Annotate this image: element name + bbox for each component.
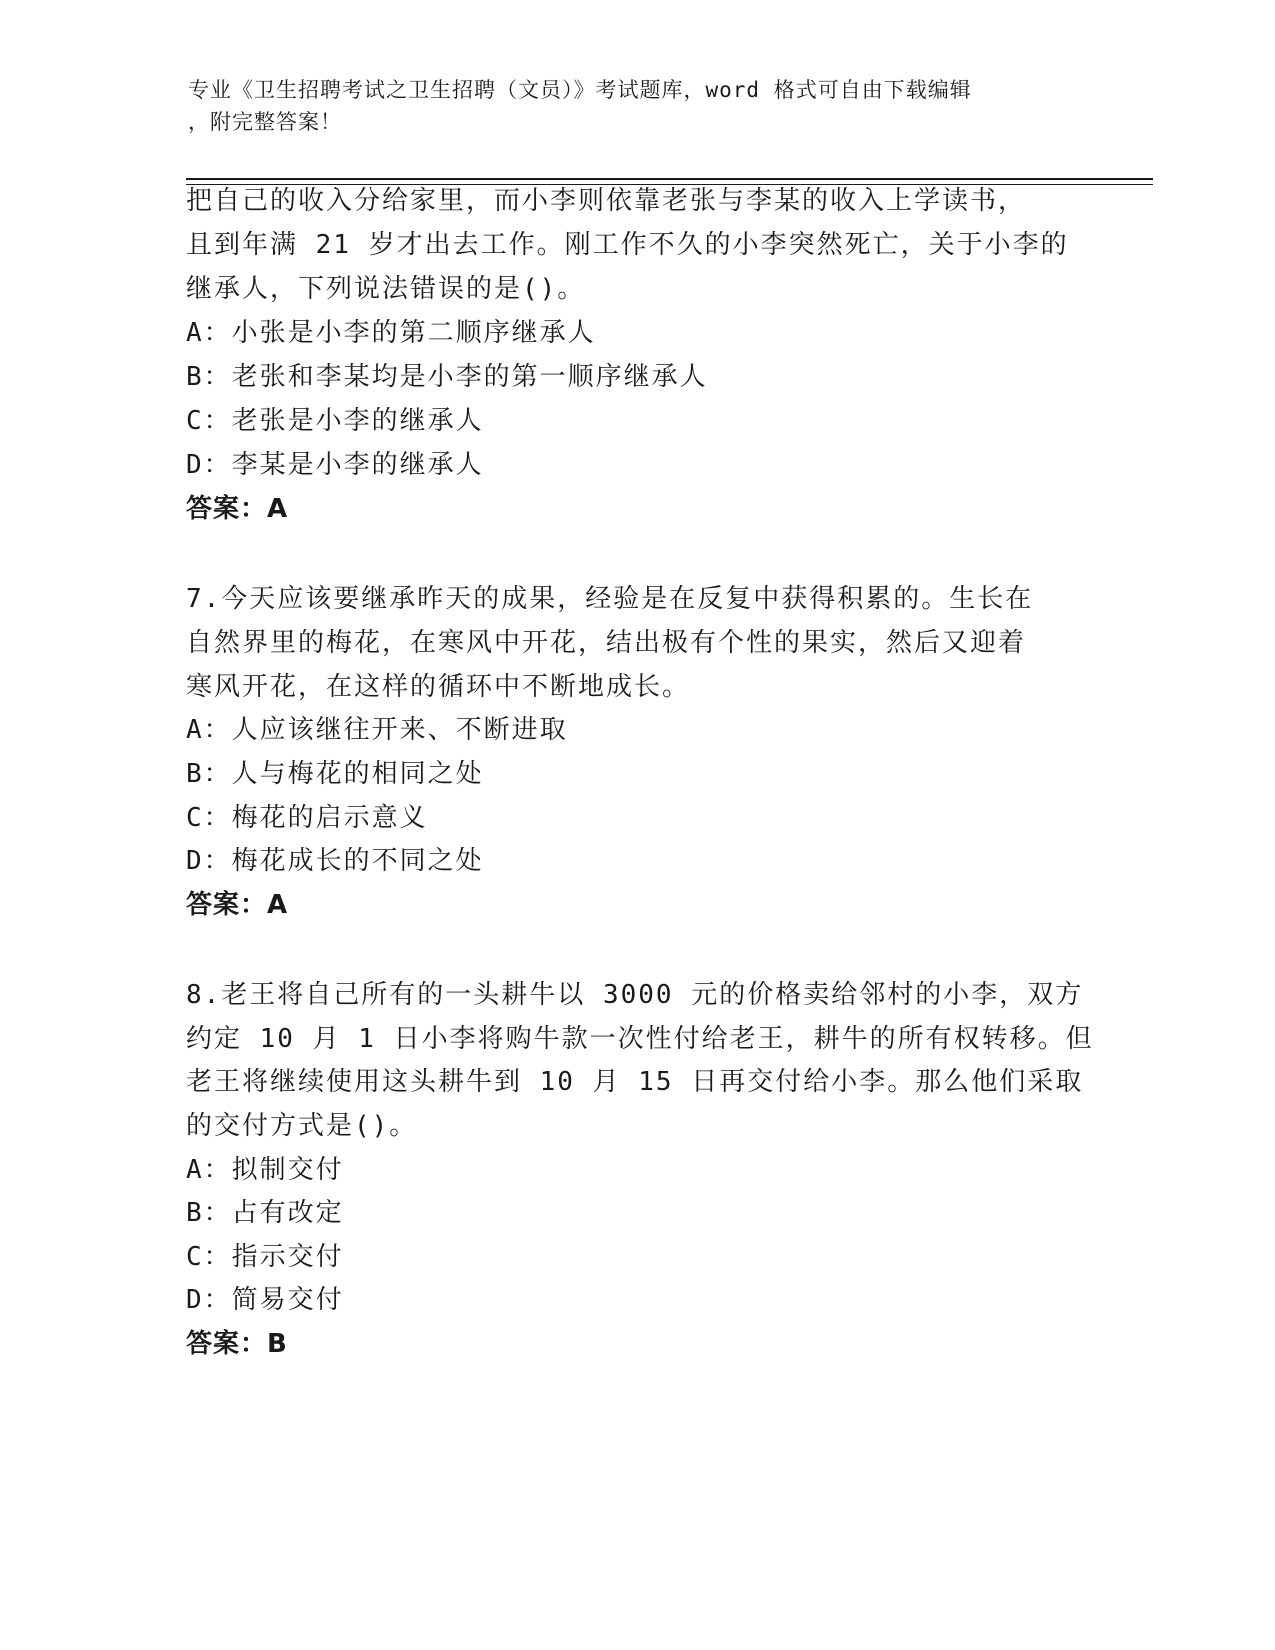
- question-8-text-line: 老王将继续使用这头耕牛到 10 月 15 日再交付给小李。那么他们采取: [186, 1067, 1084, 1097]
- question-6-option-a: A：小张是小李的第二顺序继承人: [186, 318, 596, 348]
- question-6-option-b: B：老张和李某均是小李的第一顺序继承人: [186, 362, 708, 392]
- header-line-1: 专业《卫生招聘考试之卫生招聘（文员）》考试题库，word 格式可自由下载编辑: [188, 78, 972, 102]
- page-header: [188, 74, 1088, 138]
- question-8-text-line: 的交付方式是()。: [186, 1111, 418, 1141]
- question-7-text-line: 7.今天应该要继承昨天的成果，经验是在反复中获得积累的。生长在: [186, 584, 1034, 614]
- question-8-option-a: A：拟制交付: [186, 1155, 344, 1185]
- question-7-text-line: 自然界里的梅花，在寒风中开花，结出极有个性的果实，然后又迎着: [186, 628, 1027, 658]
- question-6-option-c: C：老张是小李的继承人: [186, 406, 484, 436]
- question-8-option-d: D：简易交付: [186, 1285, 344, 1315]
- question-8-text-line: 8.老王将自己所有的一头耕牛以 3000 元的价格卖给邻村的小李，双方: [186, 980, 1084, 1010]
- question-7-option-b: B：人与梅花的相同之处: [186, 759, 484, 789]
- question-8-option-b: B：占有改定: [186, 1198, 344, 1228]
- question-8-answer: 答案：B: [186, 1329, 288, 1359]
- question-7-option-d: D：梅花成长的不同之处: [186, 846, 484, 876]
- question-7-option-c: C：梅花的启示意义: [186, 803, 428, 833]
- question-7-option-a: A：人应该继往开来、不断进取: [186, 715, 568, 745]
- header-line-2: ，附完整答案！: [188, 110, 342, 134]
- question-8-option-c: C：指示交付: [186, 1242, 344, 1272]
- question-6-option-d: D：李某是小李的继承人: [186, 450, 484, 480]
- question-8-text-line: 约定 10 月 1 日小李将购牛款一次性付给老王，耕牛的所有权转移。但: [186, 1024, 1094, 1054]
- question-7-answer: 答案：A: [186, 890, 289, 920]
- header-divider-thick: [186, 178, 1153, 180]
- question-7-text-line: 寒风开花，在这样的循环中不断地成长。: [186, 672, 691, 702]
- header-divider-thin: [186, 184, 1153, 185]
- question-6-text-line: 继承人，下列说法错误的是()。: [186, 274, 586, 304]
- question-6-text-line: 且到年满 21 岁才出去工作。刚工作不久的小李突然死亡，关于小李的: [186, 230, 1069, 260]
- question-6-answer: 答案：A: [186, 494, 289, 524]
- question-6-text-line: 把自己的收入分给家里，而小李则依靠老张与李某的收入上学读书，: [186, 186, 1027, 216]
